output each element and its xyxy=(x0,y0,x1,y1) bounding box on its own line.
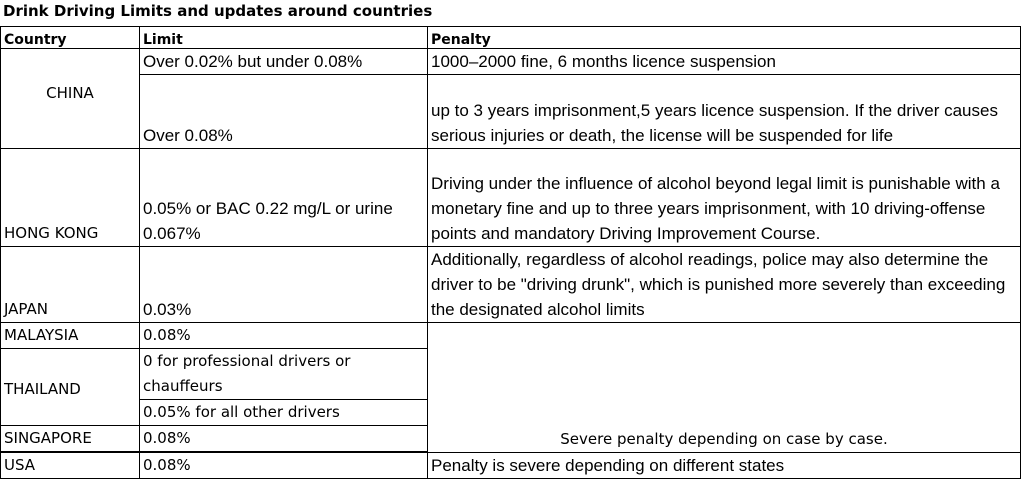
limit-china-2: Over 0.08% xyxy=(140,75,428,149)
limit-malaysia: 0.08% xyxy=(140,323,428,349)
header-row xyxy=(1,27,1021,49)
country-japan: JAPAN xyxy=(1,247,140,323)
drink-driving-table xyxy=(0,26,1021,479)
table-row-hongkong xyxy=(1,149,1021,247)
penalty-shared: Severe penalty depending on case by case. xyxy=(428,323,1021,453)
country-usa: USA xyxy=(1,453,140,479)
penalty-china-1: 1000–2000 fine, 6 months licence suspension xyxy=(428,49,1021,75)
penalty-japan: Additionally, regardless of alcohol readings, police may also determine the driver to be "driving drunk", which is punished more severely than exceeding the designated alcohol limits xyxy=(428,247,1021,323)
table-row-usa xyxy=(1,453,1021,479)
country-china: CHINA xyxy=(1,49,140,149)
country-singapore: SINGAPORE xyxy=(1,426,140,452)
table-row-malaysia xyxy=(1,323,1021,349)
limit-japan: 0.03% xyxy=(140,247,428,323)
limit-thailand-2: 0.05% for all other drivers xyxy=(140,400,428,426)
table-row-china-1 xyxy=(1,49,1021,75)
header-penalty: Penalty xyxy=(428,27,1021,49)
penalty-usa: Penalty is severe depending on different states xyxy=(428,453,1021,479)
limit-thailand-1: 0 for professional drivers or chauffeurs xyxy=(140,349,428,400)
table-title: Drink Driving Limits and updates around countries xyxy=(3,2,433,20)
table-row-japan xyxy=(1,247,1021,323)
header-country: Country xyxy=(1,27,140,49)
limit-hongkong: 0.05% or BAC 0.22 mg/L or urine 0.067% xyxy=(140,149,428,247)
limit-china-1: Over 0.02% but under 0.08% xyxy=(140,49,428,75)
limit-singapore: 0.08% xyxy=(140,426,428,452)
penalty-china-2: up to 3 years imprisonment,5 years licence suspension. If the driver causes serious injuries or death, the license will be suspended for life xyxy=(428,75,1021,149)
country-hongkong: HONG KONG xyxy=(1,149,140,247)
limit-usa: 0.08% xyxy=(140,453,428,479)
country-malaysia: MALAYSIA xyxy=(1,323,140,349)
header-limit: Limit xyxy=(140,27,428,49)
table-row-china-2 xyxy=(1,75,1021,149)
country-thailand: THAILAND xyxy=(1,349,140,426)
penalty-hongkong: Driving under the influence of alcohol beyond legal limit is punishable with a monetary fine and up to three years imprisonment, with 10 driving-offense points and mandatory Driving Improvement Course. xyxy=(428,149,1021,247)
